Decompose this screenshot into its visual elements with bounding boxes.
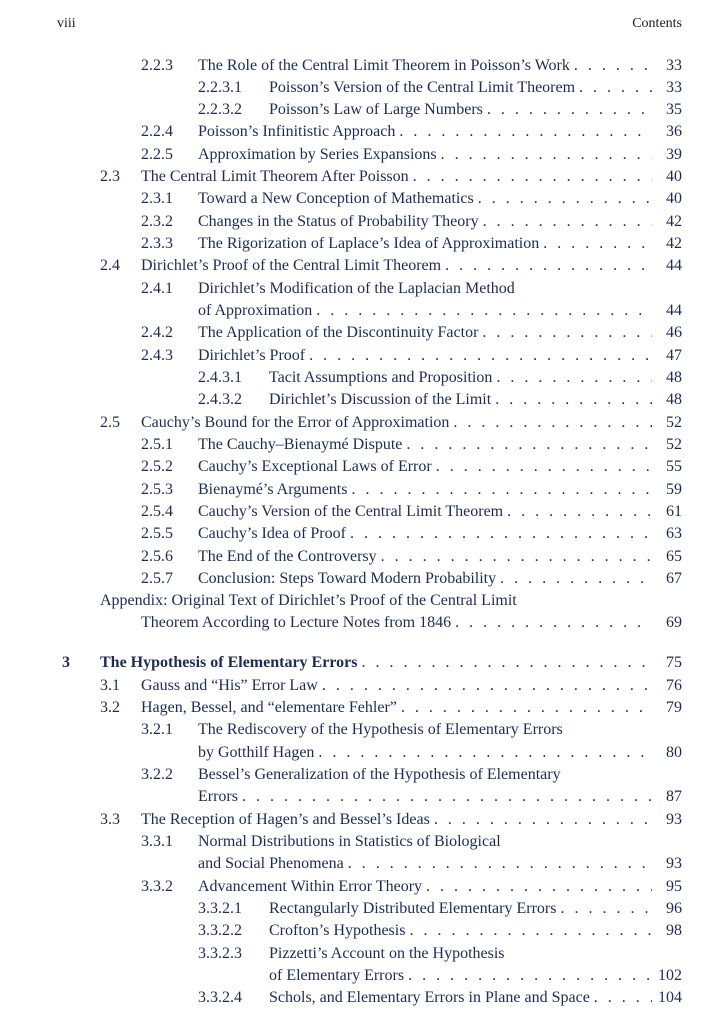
toc-entry-page: 35 <box>666 101 682 118</box>
toc-entry-page: 96 <box>666 900 682 917</box>
toc-entry-continuation[interactable] <box>0 786 724 808</box>
leader-dots <box>381 546 652 568</box>
toc-entry-title: Advancement Within Error Theory <box>198 878 423 895</box>
toc-entry-number: 2.2.5 <box>141 146 173 163</box>
toc-entry-number: 2.3.2 <box>141 213 173 230</box>
toc-entry-title: Poisson’s Law of Large Numbers <box>269 101 483 118</box>
toc-entry-continuation[interactable] <box>0 300 724 322</box>
toc-entry-number: 2.2.3.1 <box>198 79 242 96</box>
toc-entry[interactable] <box>0 188 724 210</box>
toc-entry[interactable] <box>0 55 724 77</box>
toc-entry-title: Crofton’s Hypothesis <box>269 922 406 939</box>
toc-entry-title: Changes in the Status of Probability Theory <box>198 213 479 230</box>
toc-entry-page: 80 <box>666 744 682 761</box>
toc-entry[interactable] <box>0 943 724 965</box>
leader-dots <box>579 77 652 99</box>
leader-dots <box>507 501 652 523</box>
toc-entry-title: Cauchy’s Exceptional Laws of Error <box>198 458 432 475</box>
toc-entry-title: Poisson’s Version of the Central Limit Theorem <box>269 79 576 96</box>
toc-entry-title: Bienaymé’s Arguments <box>198 481 348 498</box>
toc-entry-number: 2.4.1 <box>141 280 173 297</box>
toc-entry[interactable] <box>0 144 724 166</box>
toc-entry-continuation[interactable] <box>0 965 724 987</box>
leader-dots <box>316 300 652 322</box>
toc-entry-number: 3.2.1 <box>141 721 173 738</box>
toc-entry[interactable] <box>0 389 724 411</box>
toc-entry-number: 2.5.7 <box>141 570 173 587</box>
toc-entry-number: 3.3.2.1 <box>198 900 242 917</box>
toc-entry-page: 65 <box>666 548 682 565</box>
toc-entry-page: 75 <box>666 654 682 671</box>
toc-entry-title: of Elementary Errors <box>269 967 405 984</box>
leader-dots <box>413 166 652 188</box>
toc-entry[interactable] <box>0 675 724 697</box>
toc-entry-page: 93 <box>666 855 682 872</box>
toc-entry-page: 98 <box>666 922 682 939</box>
toc-entry[interactable] <box>0 367 724 389</box>
toc-entry[interactable] <box>0 987 724 1009</box>
toc-entry-number: 3.3.2.3 <box>198 945 242 962</box>
toc-entry-title: Pizzetti’s Account on the Hypothesis <box>269 945 505 962</box>
leader-dots <box>482 322 652 344</box>
leader-dots <box>399 121 652 143</box>
leader-dots <box>348 853 652 875</box>
leader-dots <box>322 675 652 697</box>
toc-entry[interactable] <box>0 809 724 831</box>
toc-entry-page: 95 <box>666 878 682 895</box>
toc-entry-page: 102 <box>658 967 682 984</box>
leader-dots <box>453 412 652 434</box>
toc-entry-title: The End of the Controversy <box>198 548 377 565</box>
toc-entry-page: 67 <box>666 570 682 587</box>
toc-entry-number: 2.5.1 <box>141 436 173 453</box>
toc-entry-number: 2.4.3 <box>141 347 173 364</box>
toc-entry-number: 2.3 <box>100 168 120 185</box>
leader-dots <box>441 144 652 166</box>
toc-entry-title: Cauchy’s Idea of Proof <box>198 525 346 542</box>
toc-entry[interactable] <box>0 166 724 188</box>
toc-entry-title: Bessel’s Generalization of the Hypothesis of Elementary <box>198 766 561 783</box>
toc-entry-page: 42 <box>666 235 682 252</box>
leader-dots <box>445 255 652 277</box>
toc-entry-title: The Role of the Central Limit Theorem in Poisson’s Work <box>198 57 570 74</box>
toc-entry[interactable] <box>0 876 724 898</box>
toc-entry[interactable] <box>0 479 724 501</box>
toc-entry-page: 40 <box>666 168 682 185</box>
leader-dots <box>350 523 652 545</box>
toc-entry-number: 3.1 <box>100 677 120 694</box>
toc-entry[interactable] <box>0 99 724 121</box>
toc-entry-page: 39 <box>666 146 682 163</box>
leader-dots <box>401 697 652 719</box>
leader-dots <box>434 809 652 831</box>
toc-entry-title: The Hypothesis of Elementary Errors <box>100 654 358 671</box>
toc-entry-continuation[interactable] <box>0 853 724 875</box>
toc-entry-page: 42 <box>666 213 682 230</box>
toc-entry-page: 63 <box>666 525 682 542</box>
toc-entry-title: Rectangularly Distributed Elementary Errors <box>269 900 557 917</box>
toc-entry[interactable] <box>0 546 724 568</box>
toc-entry-title: Dirichlet’s Modification of the Laplacian Method <box>198 280 515 297</box>
toc-entry-title: Toward a New Conception of Mathematics <box>198 190 474 207</box>
leader-dots <box>543 233 652 255</box>
toc-entry-number: 3.3.2 <box>141 878 173 895</box>
toc-entry-title: Approximation by Series Expansions <box>198 146 437 163</box>
toc-entry[interactable] <box>0 764 724 786</box>
toc-entry[interactable] <box>0 211 724 233</box>
toc-entry[interactable] <box>0 412 724 434</box>
leader-dots <box>495 389 652 411</box>
running-title: Contents <box>632 16 682 31</box>
toc-entry[interactable] <box>0 434 724 456</box>
toc-entry-title: The Cauchy–Bienaymé Dispute <box>198 436 403 453</box>
leader-dots <box>242 786 652 808</box>
toc-entry[interactable] <box>0 322 724 344</box>
toc-entry-number: 2.3.1 <box>141 190 173 207</box>
toc-chapter-entry[interactable] <box>0 652 724 674</box>
toc-entry-number: 3.3.2.4 <box>198 989 242 1006</box>
leader-dots <box>478 188 652 210</box>
toc-entry-number: 3.2.2 <box>141 766 173 783</box>
leader-dots <box>455 612 652 634</box>
toc-entry[interactable] <box>0 121 724 143</box>
toc-entry-number: 3.3 <box>100 811 120 828</box>
toc-entry-page: 48 <box>666 391 682 408</box>
leader-dots <box>487 99 652 121</box>
toc-entry-number: 2.5.6 <box>141 548 173 565</box>
toc-entry-page: 33 <box>666 57 682 74</box>
toc-entry-page: 93 <box>666 811 682 828</box>
leader-dots <box>426 876 652 898</box>
toc-entry-number: 2.2.3.2 <box>198 101 242 118</box>
toc-entry-title: Dirichlet’s Proof <box>198 347 306 364</box>
toc-entry-number: 2.3.3 <box>141 235 173 252</box>
toc-entry[interactable] <box>0 501 724 523</box>
leader-dots <box>409 920 652 942</box>
toc-entry-page: 47 <box>666 347 682 364</box>
toc-entry[interactable] <box>0 920 724 942</box>
leader-dots <box>408 965 652 987</box>
leader-dots <box>574 55 652 77</box>
toc-entry-title: The Application of the Discontinuity Factor <box>198 324 479 341</box>
toc-entry-title: Cauchy’s Version of the Central Limit Theorem <box>198 503 504 520</box>
toc-entry-title: Tacit Assumptions and Proposition <box>269 369 493 386</box>
toc-entry[interactable] <box>0 456 724 478</box>
toc-entry-page: 44 <box>666 257 682 274</box>
toc-entry-page: 40 <box>666 190 682 207</box>
toc-entry-title: of Approximation <box>198 302 313 319</box>
leader-dots <box>309 345 652 367</box>
toc-entry-number: 2.5.5 <box>141 525 173 542</box>
toc-entry-number: 2.4.3.1 <box>198 369 242 386</box>
toc-entry-page: 33 <box>666 79 682 96</box>
toc-entry-number: 2.5.4 <box>141 503 173 520</box>
leader-dots <box>351 479 652 501</box>
leader-dots <box>483 211 652 233</box>
toc-entry-title: Errors <box>198 788 238 805</box>
leader-dots <box>436 456 652 478</box>
toc-entry-number: 2.5 <box>100 414 120 431</box>
toc-entry-title: by Gotthilf Hagen <box>198 744 315 761</box>
toc-entry-title: The Rigorization of Laplace’s Idea of Approximation <box>198 235 540 252</box>
toc-entry-title: Dirichlet’s Discussion of the Limit <box>269 391 492 408</box>
toc-entry-page: 55 <box>666 458 682 475</box>
toc-entry-title: The Reception of Hagen’s and Bessel’s Ideas <box>141 811 430 828</box>
toc-entry-number: 3 <box>62 654 70 671</box>
toc-entry[interactable] <box>0 697 724 719</box>
toc-entry-title: Dirichlet’s Proof of the Central Limit Theorem <box>141 257 442 274</box>
toc-entry-continuation[interactable] <box>0 742 724 764</box>
toc-entry-page: 59 <box>666 481 682 498</box>
leader-dots <box>496 367 652 389</box>
toc-entry-page: 36 <box>666 123 682 140</box>
toc-entry[interactable] <box>0 278 724 300</box>
toc-entry-page: 52 <box>666 414 682 431</box>
toc-entry-page: 69 <box>666 614 682 631</box>
toc-entry[interactable] <box>0 255 724 277</box>
toc-entry-number: 2.2.4 <box>141 123 173 140</box>
toc-entry[interactable] <box>0 719 724 741</box>
toc-entry-title: Appendix: Original Text of Dirichlet’s Proof of the Central Limit <box>100 592 517 609</box>
leader-dots <box>560 898 652 920</box>
toc-entry-page: 52 <box>666 436 682 453</box>
toc-entry-title: The Rediscovery of the Hypothesis of Elementary Errors <box>198 721 563 738</box>
toc-entry-number: 2.5.2 <box>141 458 173 475</box>
toc-entry-page: 104 <box>658 989 682 1006</box>
toc-entry[interactable] <box>0 77 724 99</box>
toc-entry-page: 48 <box>666 369 682 386</box>
toc-entry-title: Cauchy’s Bound for the Error of Approximation <box>141 414 450 431</box>
toc-entry[interactable] <box>0 523 724 545</box>
toc-entry-continuation[interactable] <box>0 612 724 634</box>
toc-entry-page: 61 <box>666 503 682 520</box>
page-number-label: viii <box>57 16 76 31</box>
toc-entry-number: 2.2.3 <box>141 57 173 74</box>
toc-entry-title: Conclusion: Steps Toward Modern Probability <box>198 570 497 587</box>
toc-entry-title: and Social Phenomena <box>198 855 344 872</box>
toc-entry-number: 3.3.1 <box>141 833 173 850</box>
leader-dots <box>361 652 652 674</box>
toc-entry-number: 2.4.3.2 <box>198 391 242 408</box>
toc-entry[interactable] <box>0 568 724 590</box>
toc-entry-title: Hagen, Bessel, and “elementare Fehler” <box>141 699 397 716</box>
toc-entry-title: Gauss and “His” Error Law <box>141 677 318 694</box>
toc-entry[interactable] <box>0 233 724 255</box>
toc-entry-title: Theorem According to Lecture Notes from 1846 <box>141 614 452 631</box>
toc-entry[interactable] <box>0 898 724 920</box>
leader-dots <box>594 987 652 1009</box>
toc-entry-number: 2.4.2 <box>141 324 173 341</box>
leader-dots <box>406 434 652 456</box>
toc-entry[interactable] <box>0 831 724 853</box>
toc-entry-title: Normal Distributions in Statistics of Biological <box>198 833 501 850</box>
toc-entry-appendix[interactable] <box>0 590 724 612</box>
toc-entry-title: Schols, and Elementary Errors in Plane and Space <box>269 989 590 1006</box>
toc-entry-page: 87 <box>666 788 682 805</box>
toc-entry-number: 2.4 <box>100 257 120 274</box>
toc-entry-page: 46 <box>666 324 682 341</box>
toc-entry-number: 2.5.3 <box>141 481 173 498</box>
toc-entry-title: Poisson’s Infinitistic Approach <box>198 123 396 140</box>
leader-dots <box>318 742 652 764</box>
toc-entry[interactable] <box>0 345 724 367</box>
toc-entry-title: The Central Limit Theorem After Poisson <box>141 168 409 185</box>
toc-entry-page: 44 <box>666 302 682 319</box>
toc-entry-number: 3.3.2.2 <box>198 922 242 939</box>
toc-entry-page: 79 <box>666 699 682 716</box>
leader-dots <box>500 568 652 590</box>
toc-entry-number: 3.2 <box>100 699 120 716</box>
toc-entry-page: 76 <box>666 677 682 694</box>
